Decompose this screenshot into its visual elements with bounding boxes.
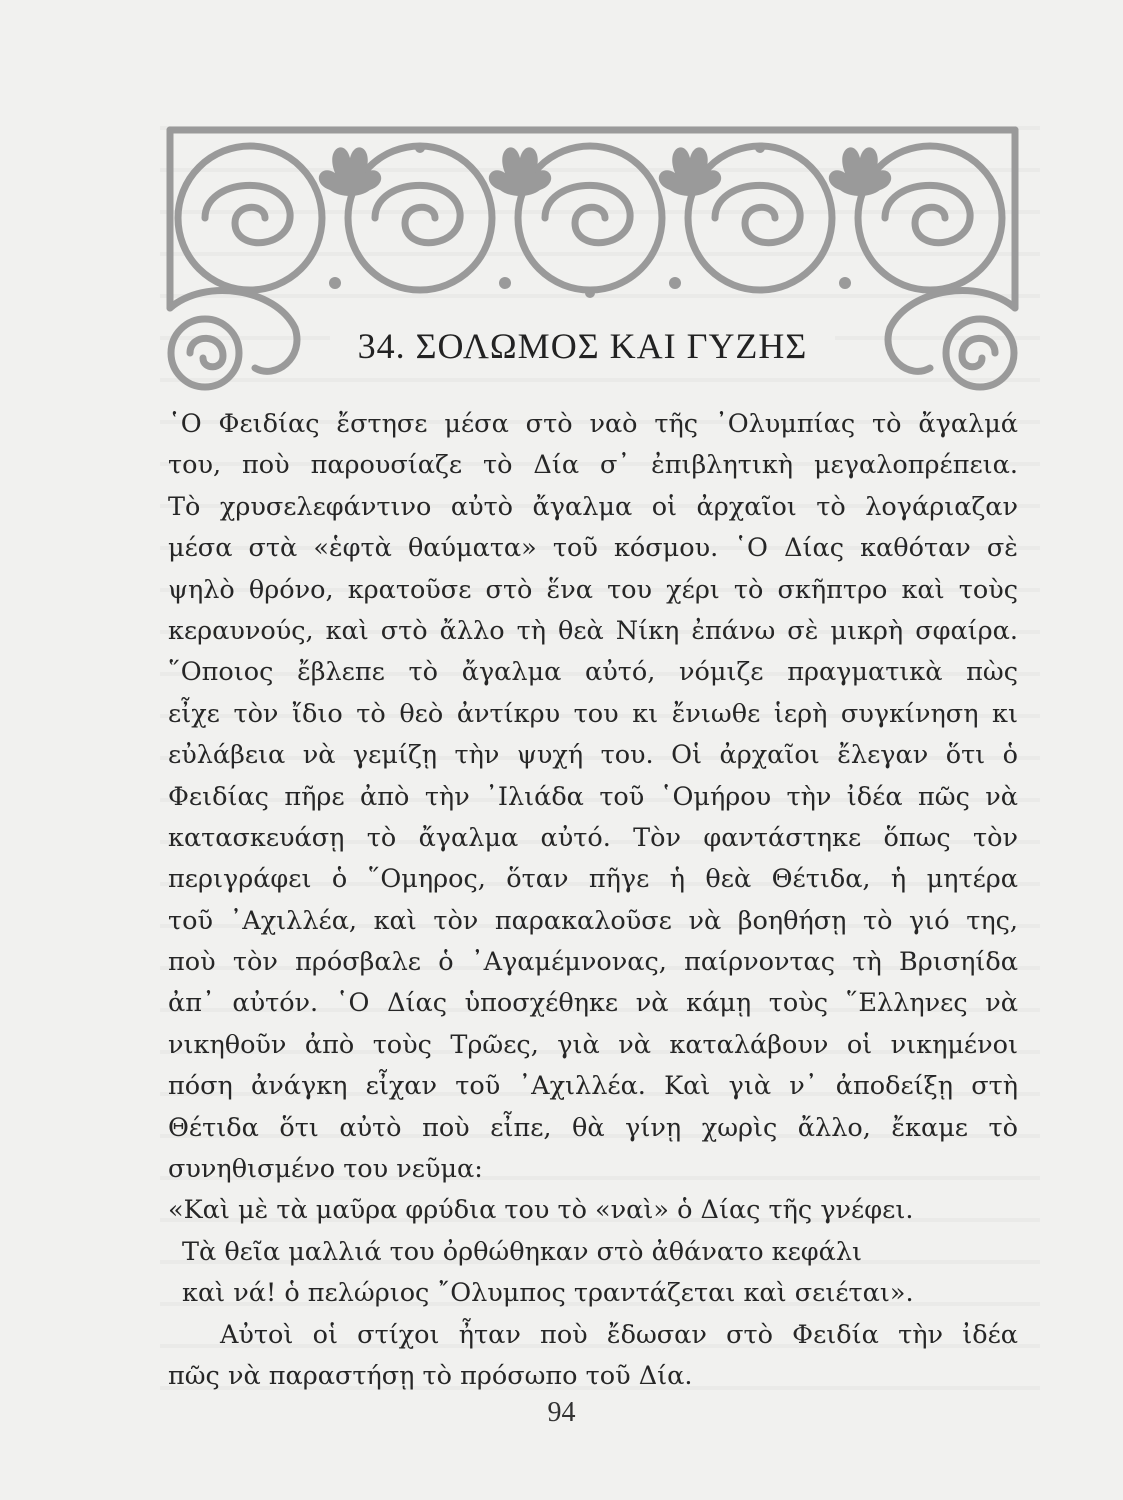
text-line: Τὸ χρυσελεφάντινο αὐτὸ ἄγαλμα οἱ ἀρχαῖοι τὸ λογάριαζαν — [168, 491, 1018, 522]
text-line: πόση ἀνάγκη εἶχαν τοῦ ᾿Αχιλλέα. Καὶ γιὰ ν᾿ ἀποδείξῃ στὴ — [168, 1071, 1018, 1102]
verse-line: Τὰ θεῖα μαλλιά του ὀρθώθηκαν στὸ ἀθάνατο κεφάλι — [182, 1236, 863, 1267]
text-line: περιγράφει ὁ ῞Ομηρος, ὅταν πῆγε ἡ θεὰ Θέτιδα, ἡ μητέρα — [168, 864, 1018, 895]
text-line: Αὐτοὶ οἱ στίχοι ἦταν ποὺ ἔδωσαν στὸ Φειδία τὴν ἰδέα — [220, 1319, 1018, 1350]
verse-line: «Καὶ μὲ τὰ μαῦρα φρύδια του τὸ «ναὶ» ὁ Δίας τῆς γνέφει. — [168, 1195, 914, 1226]
text-line: Θέτιδα ὅτι αὐτὸ ποὺ εἶπε, θὰ γίνῃ χωρὶς ἄλλο, ἔκαμε τὸ — [168, 1112, 1018, 1143]
text-line: ῞Οποιος ἔβλεπε τὸ ἄγαλμα αὐτό, νόμιζε πραγματικὰ πὼς — [168, 657, 1018, 688]
text-line: μέσα στὰ «ἑφτὰ θαύματα» τοῦ κόσμου. ῾Ο Δίας καθόταν σὲ — [168, 533, 1018, 564]
chapter-title: 34. ΣΟΛΩΜΟΣ ΚΑΙ ΓΥΖΗΣ — [330, 318, 835, 374]
text-line: τοῦ ᾿Αχιλλέα, καὶ τὸν παρακαλοῦσε νὰ βοηθήσῃ τὸ γιό της, — [168, 905, 1018, 936]
text-line: νικηθοῦν ἀπὸ τοὺς Τρῶες, γιὰ νὰ καταλάβουν οἱ νικημένοι — [168, 1029, 1018, 1060]
verse-line: καὶ νά! ὁ πελώριος ῎Ολυμπος τραντάζεται καὶ σειέται». — [182, 1278, 914, 1309]
text-line: ψηλὸ θρόνο, κρατοῦσε στὸ ἕνα του χέρι τὸ σκῆπτρο καὶ τοὺς — [168, 574, 1018, 605]
text-line: πῶς νὰ παραστήσῃ τὸ πρόσωπο τοῦ Δία. — [168, 1360, 693, 1391]
text-line: ῾Ο Φειδίας ἔστησε μέσα στὸ ναὸ τῆς ᾿Ολυμπίας τὸ ἄγαλμά — [168, 409, 1018, 439]
text-line: του, ποὺ παρουσίαζε τὸ Δία σ᾿ ἐπιβλητικὴ μεγαλοπρέπεια. — [168, 450, 1018, 481]
text-line: ποὺ τὸν πρόσβαλε ὁ ᾿Αγαμέμνονας, παίρνοντας τὴ Βρισηίδα — [168, 947, 1018, 978]
text-line: κεραυνούς, καὶ στὸ ἄλλο τὴ θεὰ Νίκη ἐπάνω σὲ μικρὴ σφαίρα. — [168, 615, 1018, 646]
text-line: Φειδίας πῆρε ἀπὸ τὴν ᾿Ιλιάδα τοῦ ῾Ομήρου τὴν ἰδέα πῶς νὰ — [168, 781, 1018, 812]
text-line: εὐλάβεια νὰ γεμίζῃ τὴν ψυχή του. Οἱ ἀρχαῖοι ἔλεγαν ὅτι ὁ — [168, 740, 1018, 771]
text-line: κατασκευάσῃ τὸ ἄγαλμα αὐτό. Τὸν φαντάστηκε ὅπως τὸν — [168, 822, 1018, 853]
text-line: συνηθισμένο του νεῦμα: — [168, 1154, 483, 1185]
body-text — [168, 404, 1018, 1397]
text-line: εἶχε τὸν ἴδιο τὸ θεὸ ἀντίκρυ του κι ἔνιωθε ἱερὴ συγκίνηση κι — [168, 698, 1018, 729]
page-number: 94 — [547, 1397, 576, 1428]
text-line: ἀπ᾿ αὐτόν. ῾Ο Δίας ὑποσχέθηκε νὰ κάμῃ τοὺς ῞Ελληνες νὰ — [168, 988, 1018, 1019]
